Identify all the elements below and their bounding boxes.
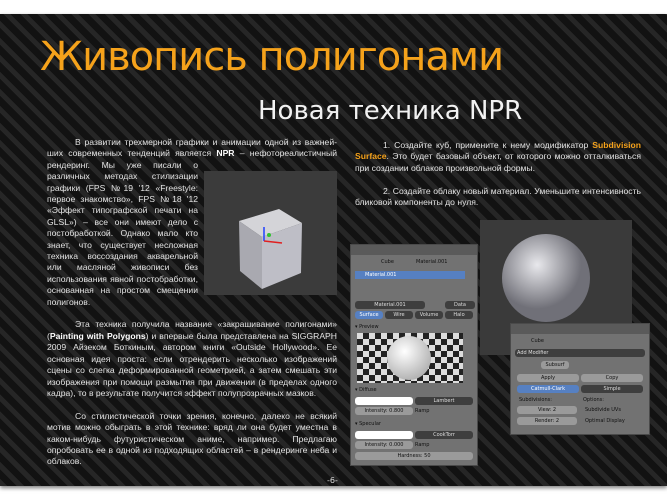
cube-render-image [204,171,337,295]
magazine-page [0,14,667,486]
specular-color[interactable] [355,431,413,439]
tab-wire[interactable]: Wire [385,311,413,319]
diffuse-intensity-field[interactable]: Intensity: 0.800 [355,407,413,415]
specular-ramp-checkbox[interactable]: Ramp [415,442,430,448]
page-subtitle: Новая техника NPR [258,96,523,126]
page-number: -6- [327,476,338,485]
tab-volume[interactable]: Volume [415,311,443,319]
specular-header[interactable]: ▾ Specular [355,421,381,427]
add-modifier-dropdown[interactable]: Add Modifier [515,349,645,357]
specular-intensity-field[interactable]: Intensity: 0.000 [355,441,413,449]
simple-button[interactable]: Simple [581,385,643,393]
object-label: Cube [531,338,544,344]
apply-button[interactable]: Apply [517,374,579,382]
modifier-panel [510,323,650,435]
hardness-slider[interactable]: Hardness: 50 [355,452,473,460]
left-column: В развитии трехмерной графики и анимации одной из важней-ших современных тенденций является NPR – нефотореалистичный рендеринг. Мы уже писали о различных методах стилизации графики (FPS №19 '12 «Freestyle: первое знакомство», FPS №18 '12 «Эффект типографской печати на GLSL») – все они имеют дело с постобработкой. Однако мало кто знает, что существует несложная техника воссоздания акварельной или масляной живописи без использования явной постобработки, основанная на простом смещении полигонов. Эта техника получила название «закрашивание полигонами» (Painting with Polygons) и впервые была представлена на SIGGRAPH 2009 Айзеком Боткиным, автором книги «Outside Hollywood». Ее основная идея проста: если отрендерить несколько изображений сцены со слегка деформированной геометрией, а затем смешать эти изображения при помощи размытия при движении (в пределах одного кадра), то в результате получится эффект полупрозрачных мазков. Со стилистической точки зрения, конечно, далеко не всякий мотив можно обыграть в этой технике: вряд ли она будет уместна в каком-нибудь футуристическом аниме, например. Предлагаю опробовать ее в одной из подходящих областей – в рендеринге неба и облаков. [47,137,337,467]
diffuse-shader-dropdown[interactable]: Lambert [415,397,473,405]
tab-halo[interactable]: Halo [445,311,473,319]
optimal-display-checkbox[interactable]: Optimal Display [585,418,625,424]
diffuse-color[interactable] [355,397,413,405]
render-levels-field[interactable]: Render: 2 [517,417,577,425]
subdivisions-label: Subdivisions: [519,397,552,403]
object-label: Cube [381,259,394,265]
diffuse-ramp-checkbox[interactable]: Ramp [415,408,430,414]
options-label: Options: [583,397,604,403]
material-panel [350,244,478,466]
subdivide-uvs-checkbox[interactable]: Subdivide UVs [585,407,621,413]
specular-shader-dropdown[interactable]: CookTorr [415,431,473,439]
catmull-clark-button[interactable]: Catmull-Clark [517,385,579,393]
right-column: 1. Создайте куб, примените к нему модификатор Subdivision Surface. Это будет базовый объект, от которого можно отталкиваться при создании облаков произвольной формы. 2. Создайте облаку новый материал. Уменьшите интенсивность бликовой компоненты до нуля. [355,140,641,208]
material-label: Material.001 [416,259,448,265]
data-dropdown[interactable]: Data [445,301,475,309]
tab-surface[interactable]: Surface [355,311,383,319]
view-levels-field[interactable]: View: 2 [517,406,577,414]
preview-image [357,333,463,383]
material-name-field[interactable]: Material.001 [355,301,425,309]
diffuse-header[interactable]: ▾ Diffuse [355,387,377,393]
material-slot[interactable]: Material.001 [355,271,465,279]
copy-button[interactable]: Copy [581,374,643,382]
preview-header[interactable]: ▾ Preview [355,324,379,330]
page-title: Живопись полигонами [40,34,504,80]
modifier-name-field[interactable]: Subsurf [541,361,569,369]
